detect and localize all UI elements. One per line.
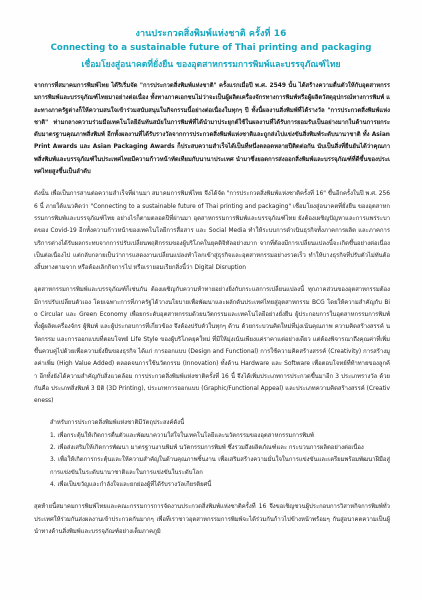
- paragraph-industry: อุตสาหกรรมการพิมพ์และบรรจุภัณฑ์ก็เช่นกัน ต้องเผชิญกับความท้าทายอย่างยิ่งกับกระแสการเปลี่ยนแปลงนี้ ทุกภาคส่วนของอุตสาหกรรมต้องมีการปรับเปลี่ยนตัวเอง โดยเฉพาะการที่ภาครัฐได้วางนโยบายเพื่อพัฒนาและผลักดันประเทศไทยสู่อุตสาหกรรม BCG โดยให้ความสำคัญกับ Bio Circular และ Green Economy เพื่อยกระดับอุตสาหกรรมด้วยนวัตกรรมและเทคโนโลยีอย่างยั่งยืน ผู้ประกอบการในอุตสาหกรรมการพิมพ์ ทั้งผู้ผลิตเครื่องจักร ผู้พิมพ์ และผู้ประกอบการที่เกี่ยวข้อง จึงต้องปรับตัวในทุกๆ ด้าน ด้วยกระบวนคิดใหม่ที่มุ่งเน้นคุณภาพ ความคิดสร้างสรรค์ นวัตกรรม และการออกแบบที่ตอบโจทย์ Life Style ของผู้บริโภคยุคใหม่ ที่มีให้มุ่งเน้นเพียงแค่ราคาแต่อย่างเดียว แต่ต้องพิจารณาถึงคุณค่าที่เพิ่มขึ้นควบคู่ไปด้วยเพื่อความยั่งยืนของธุรกิจ ได้แก่ การออกแบบ (Design and Functional) การใช้ความคิดสร้างสรรค์ (Creativity) การสร้างมูลค่าเพิ่ม (High Value Added) ตลอดจนการใช้นวัตกรรม (Innovation) ทั้งด้าน Hardware และ Software เพื่อตอบโจทย์ที่ท้าทายของลูกค้า อีกทั้งยังได้ความสำคัญกับสิ่งแวดล้อม การประกวดสิ่งพิมพ์แห่งชาติครั้งที่ 16 นี้ จึงได้เพิ่มประเภทการประกวดขึ้นมาอีก 3 ประเภทรางวัล ด้วยกันคือ ประเภทสิ่งพิมพ์ 3 มิติ (3D Printing), ประเภทการออกแบบ (Graphic/Functional Appeal) และประเภทความคิดสร้างสรรค์ (Creativeness): [34, 287, 390, 405]
- paragraph-intro: จากการที่สมาคมการพิมพ์ไทย ได้ริเริ่มจัด "การประกวดสิ่งพิมพ์แห่งชาติ" ครั้งแรกเมื่อปี พ.ศ. 2549 นั้น ได้สร้างความตื่นตัวให้กับอุตสาหกรรมการพิมพ์และบรรจุภัณฑ์ไทยมาอย่างต่อเนื่อง ทั้งทางภาคเอกชนไม่ว่าจะเป็นผู้ผลิตเครื่องจักรทางการพิมพ์หรือผู้ผลิตวัสดุอุปกรณ์ทางการพิมพ์ และทางภาครัฐต่างก็ให้ความสนใจเข้าร่วมสนับสนุนในกิจกรรมนี้อย่างต่อเนื่องในทุกๆ ปี ทั้งนี้ผลงานสิ่งพิมพ์ที่ได้รางวัล "การประกวดสิ่งพิมพ์แห่งชาติ" ท่ามกลางความร่วมมือเทคโนโลยีอันทันสมัยในการพิมพ์ที่ได้นำมาประยุกต์ใช้ในผลงานที่ได้รับการยอมรับเป็นอย่างมากในด้านการยกระดับมาตรฐานคุณภาพสิ่งพิมพ์ อีกทั้งผลงานที่ได้รับรางวัลจากการประกวดสิ่งพิมพ์แห่งชาติและถูกส่งไปแข่งขันสิ่งพิมพ์ระดับนานาชาติ ทั้ง Asian Print Awards และ Asian Packaging Awards ก็ประสบความสำเร็จได้เป็นที่หนึ่งตลอดหลายปีติดต่อกัน นับเป็นสิ่งที่ยืนยันได้ว่าคุณภาพสิ่งพิมพ์และบรรจุภัณฑ์ในประเทศไทยมีความก้าวหน้าทัดเทียมกับนานาประเทศ นำมาซึ่งยอดการส่งออกสิ่งพิมพ์และบรรจุภัณฑ์ที่ดีขึ้นของประเทศไทยสูงขึ้นเป็นลำดับ: [34, 83, 390, 176]
- objective-item: 1. เพื่อกระตุ้นให้เกิดการตื่นตัวและพัฒนาความใส่ใจในเทคโนโลยีและนวัตกรรมของอุตสาหกรรมการพิมพ์: [50, 432, 314, 439]
- objective-item: 2. เพื่อส่งเสริมให้เกิดการพัฒนา มาตรฐานงานพิมพ์ นวัตกรรมการพิมพ์ ซึ่งรวมถึงผลิตภัณฑ์และ กระบวนการผลิตอย่างต่อเนื่อง: [50, 445, 364, 452]
- objectives-list: [34, 430, 390, 491]
- title-thai: งานประกวดสิ่งพิมพ์แห่งชาติ ครั้งที่ 16: [135, 29, 287, 39]
- title-english: Connecting to a sustainable future of Thai printing and packaging: [50, 43, 372, 53]
- document-body: [34, 80, 390, 585]
- objectives-heading: สำหรับการประกวดสิ่งพิมพ์แห่งชาติมีวัตถุประสงค์ดังนี้: [50, 420, 185, 427]
- objective-item: 3. เพื่อให้เกิดการกระตุ้นและให้ความสำคัญในด้านคุณภาพชิ้นงาน เพื่อเสริมสร้างความมั่นใจในการแข่งขันและเตรียมพร้อมพัฒนาฝีมือสู่การแข่งขันในระดับนานาชาติและในการแข่งขันในระดับโลก: [50, 457, 390, 476]
- document-header: [0, 0, 422, 74]
- paragraph-closing: สุดท้ายนี้สมาคมการพิมพ์ไทยและคณะกรรมการการจัดงานประกวดสิ่งพิมพ์แห่งชาติครั้งที่ 16 จึงขอเชิญชวนผู้ประกอบการวิสาหกิจการพิมพ์ทั่วประเทศให้ร่วมกันส่งผลงานเข้าประกวดกันมากๆ เพื่อที่เราชาวอุตสาหกรรมการพิมพ์จะได้ร่วมกันก้าวไปข้างหน้าพร้อมๆ กันสู่อนาคตความเป็นผู้นำทางด้านสิ่งพิมพ์และบรรจุภัณฑ์อย่างเต็มภาคภูมิ: [34, 504, 390, 535]
- objective-item: 4. เพื่อเป็นขวัญและกำลังใจและยกย่องผู้ที่ได้รับรางวัลเกียรติยศนี้: [50, 481, 212, 488]
- paragraph-theme: ดังนั้น เพื่อเป็นการสานต่อความสำเร็จที่ผ่านมา สมาคมการพิมพ์ไทย จึงได้จัด "การประกวดสิ่งพิมพ์แห่งชาติครั้งที่ 16" ขึ้นอีกครั้งในปี พ.ศ. 2566 นี้ ภายใต้แนวคิดว่า "Connecting to a sustainable future of Thai printing and packaging" เชื่อมโยงสู่อนาคตที่ยั่งยืน ของอุตสาหกรรมการพิมพ์และบรรจุภัณฑ์ไทย อย่างไรก็ตามตลอดปีที่ผ่านมา อุตสาหกรรมการพิมพ์และบรรจุภัณฑ์ไทย ยังต้องเผชิญปัญหาและการแพร่ระบาดของ Covid-19 อีกทั้งความก้าวหน้าของเทคโนโลยีการสื่อสาร และ Social Media ทำให้ระบบการดำเนินธุรกิจทั้งภาคการผลิต และภาคการบริการต่างได้รับผลกระทบจากการปรับเปลี่ยนพฤติกรรมของผู้บริโภคในยุคดิจิทัลอย่างมาก จากที่ต้องมีการเปลี่ยนแปลงนี้จะเกิดขึ้นอย่างต่อเนื่องเป็นต่อเนื่องไป แต่กลับกลายเป็นว่าการแสดงงานเปลี่ยนแปลงทำโลกเข้าสู่ธุรกิจและอุตสาหกรรมอย่างรวดเร็ว ทำให้บางธุรกิจที่ปรับตัวไม่ทันต้องสิ้นทางตามจาก หรือต้องเลิกกิจการไป หรือเรายอมเรียกสิ่งนี้ว่า Digital Disruption: [34, 191, 390, 272]
- subtitle-thai: เชื่อมโยงสู่อนาคตที่ยั่งยืน ของอุตสาหกรรมการพิมพ์และบรรจุภัณฑ์ไทย: [81, 60, 341, 70]
